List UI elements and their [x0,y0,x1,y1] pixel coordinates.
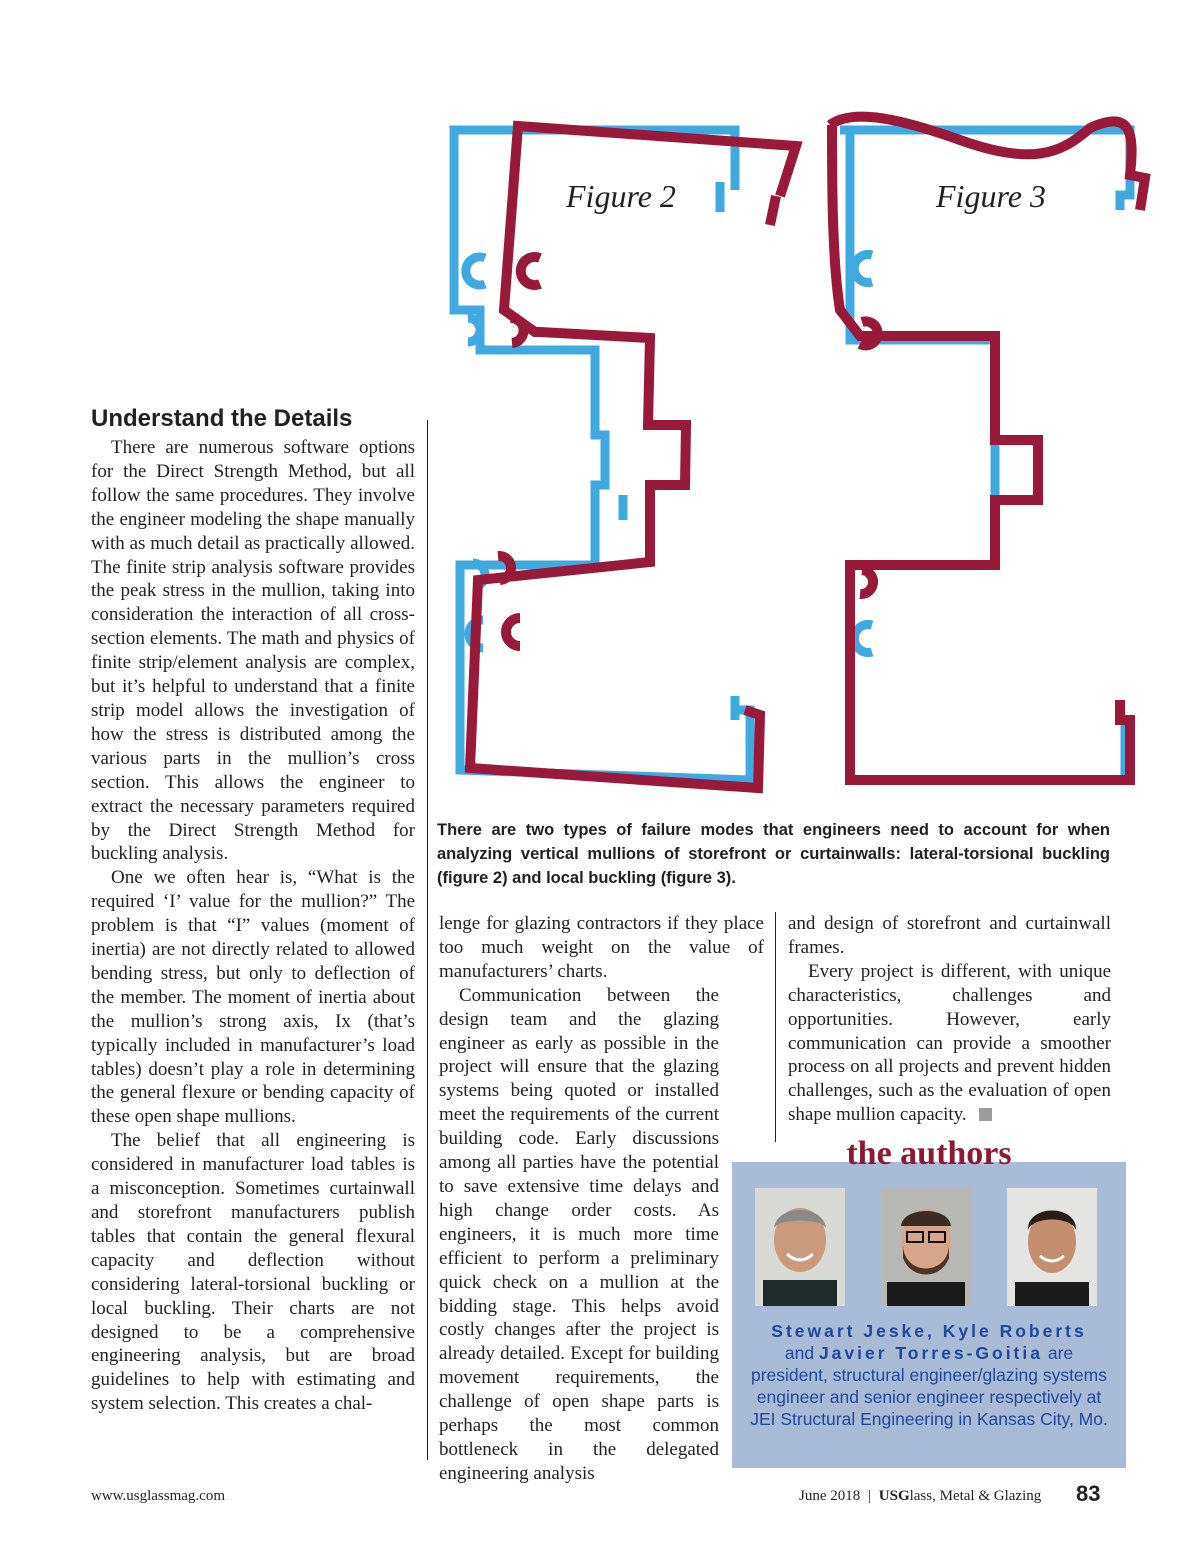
paragraph [788,960,1111,1127]
article-column-2 [439,912,764,1486]
author-photo-stewart-jeske [755,1188,845,1306]
author-name-3: Javier Torres-Goitia [818,1343,1043,1363]
avatar [755,1188,845,1306]
column-divider-2 [775,912,776,1142]
article-column-1 [91,436,415,1416]
footer-mag-bold: USG [878,1488,910,1504]
column-divider-1 [427,420,428,1460]
paragraph: One we often hear is, “What is the required ‘I’ value for the mullion?” The problem is that “I” values (moment of inertia) are not directly related to allowed bending stress, but only to deflection of the member. The moment of inertia about the mullion’s strong axis, Ix (that’s typically included in manufacturer’s load tables) doesn’t play a role in determining the general flexure or bending capacity of these open shape mullions. [91,867,415,1128]
page-number: 83 [1076,1481,1101,1506]
figure3-deformed-shape [830,117,1145,780]
paragraph: lenge for glazing contractors if they place too much weight on the value of manufacturers’ charts. [439,913,764,982]
paragraph: and design of storefront and curtainwall frames. [788,913,1111,958]
figure2-original-shape [454,130,750,780]
author-names: Stewart Jeske, Kyle Roberts [771,1321,1087,1341]
footer-separator: | [868,1488,872,1504]
authors-bio [745,1320,1113,1430]
figure3-original-shape [840,130,1130,780]
avatar [1007,1188,1097,1306]
authors-description-lead: are [1042,1343,1074,1363]
authors-description: president, structural engineer/glazing systems engineer and senior engineer respectively at JEI Structural Engineering in Kansas City, Mo. [750,1365,1108,1429]
authors-and: and [784,1343,815,1363]
figure-caption: There are two types of failure modes that engineers need to account for when analyzing vertical mullions of storefront or curtainwalls: lateral-torsional buckling (figure 2) and local buckling (figure 3). [437,821,1110,887]
figure3-label: Figure 3 [936,178,1046,214]
figures-illustration [440,100,1160,810]
paragraph: The belief that all engineering is considered in manufacturer load tables is a misconception. Sometimes curtainwall and storefront manufacturers publish tables that contain the general flexural capacity and deflection without considering lateral-torsional buckling or local buckling. Their charts are not designed to be a comprehensive engineering analysis, but are broad guidelines to help with estimating and system selection. This creates a chal- [91,1130,415,1415]
figure3-deformed-clips [860,321,878,594]
paragraph: There are numerous software options for the Direct Strength Method, but all follow the same procedures. They involve the engineer modeling the shape manually with as much detail as practically allowed. The finite strip analysis software provides the peak stress in the mullion, taking into consideration the interaction of all cross-section elements. The math and physics of finite strip/element analysis are complex, but it’s helpful to understand that a finite strip model allows the investigation of how the stress is distributed among the various parts in the mullion’s cross section. This allows the engineer to extract the necessary parameters required by the Direct Strength Method for buckling analysis. [91,437,415,865]
figure2-original-clips [466,257,623,648]
figure2-label: Figure 2 [566,178,676,214]
footer-publication [799,1488,1041,1505]
footer-mag-rest: lass, Metal & Glazing [909,1488,1042,1504]
section-heading: Understand the Details [91,405,353,432]
author-photo-kyle-roberts [881,1188,971,1306]
paragraph: Communication between the design team and the glazing engineer as early as possible in the project will ensure that the glazing systems being quoted or installed meet the requirements of the current building code. Early discussions among all parties have the potential to save extensive time delays and high change order costs. As engineers, it is much more time efficient to perform a preliminary quick check on a mullion at the bidding stage. This helps avoid costly changes after the project is already detailed. Except for building movement requirements, the challenge of open shape parts is perhaps the most common bottleneck in the delegated engineering analysis [439,984,719,1484]
footer-website: www.usglassmag.com [91,1488,226,1504]
paragraph-text: Every project is different, with unique characteristics, challenges and opportunities. However, early communication can provide a smoother process on all projects and prevent hidden challenges, such as the evaluation of open shape mullion capacity. [788,960,1111,1126]
end-mark-icon [979,1108,992,1121]
figure2-deformed-shape [470,126,796,788]
footer-date: June 2018 [799,1488,861,1504]
avatar [881,1188,971,1306]
authors-title: the authors [846,1135,1012,1172]
author-photo-javier-torres-goitia [1007,1188,1097,1306]
article-column-3 [788,912,1111,1127]
